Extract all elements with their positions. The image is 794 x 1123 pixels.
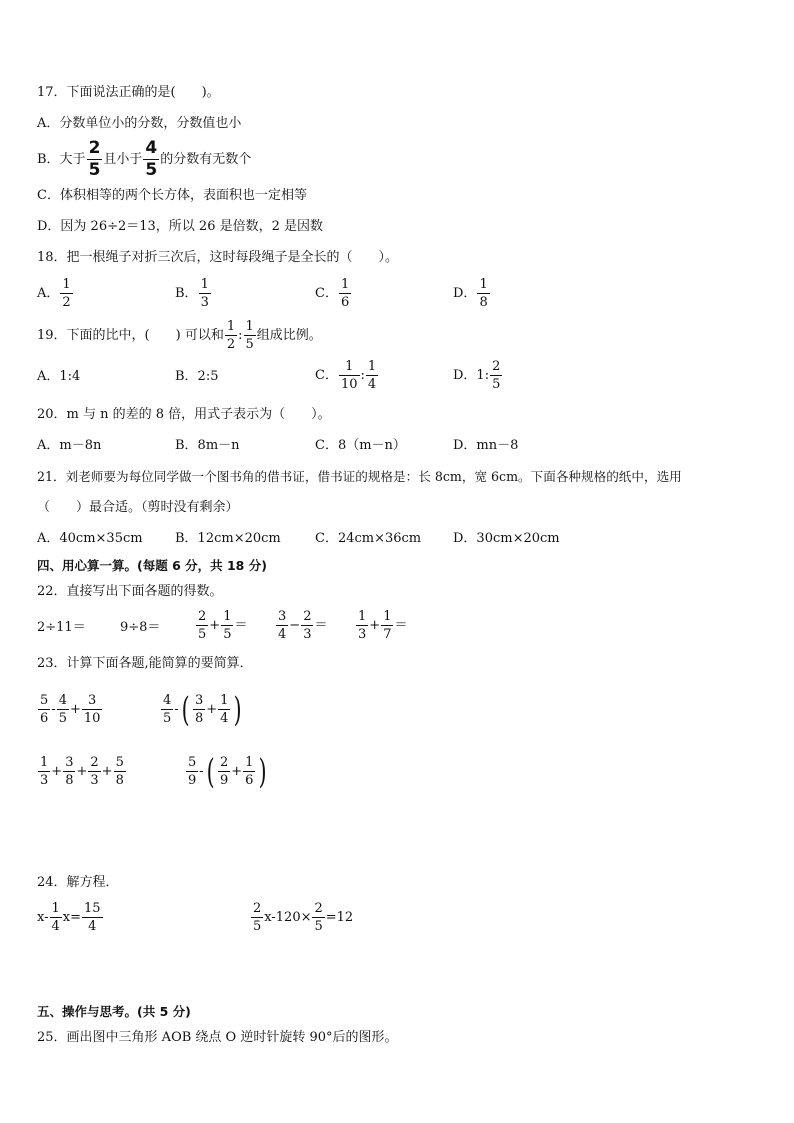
q23-problem-3: $\frac{1}{3}$ + $\frac{3}{8}$ + $\frac{2}{3}$ + $\frac{5}{8}$ bbox=[40, 755, 124, 788]
q17-option-a: A．分数单位小的分数，分数值也小 bbox=[37, 116, 242, 131]
q19-option-b: B．2:5 bbox=[175, 369, 219, 384]
q22-expr-5: $\frac{1}{3}$ + $\frac{1}{7}$ ＝ bbox=[358, 609, 408, 642]
q21-stem: 21．刘老师要为每位同学做一个图书角的借书证，借书证的规格是：长 8cm，宽 6cm。下面各种规格的纸中，选用 bbox=[37, 469, 682, 484]
q17-b-fraction-1: $\frac{2}{5}$ bbox=[88, 138, 101, 180]
q23-problem-4: $\frac{5}{9}$ -( $\frac{2}{9}$ + $\frac{1}{6}$ ) bbox=[188, 751, 268, 792]
q21-option-d: D．30cm×20cm bbox=[453, 531, 560, 546]
q22-expr-2: 9÷8＝ bbox=[120, 620, 161, 635]
q19-option-c: C． $\frac{1}{10}$ : $\frac{1}{4}$ bbox=[315, 359, 377, 392]
q22-expr-4: $\frac{3}{4}$ − $\frac{2}{3}$ ＝ bbox=[278, 609, 328, 642]
q17-b-mid: 且小于 bbox=[103, 152, 143, 167]
left-paren: ( bbox=[181, 689, 190, 730]
q19-stem: 19．下面的比中，( ) 可以和 $\frac{1}{2}$ : $\frac{1}{5}$ 组成比例。 bbox=[37, 319, 322, 352]
q18-option-d: D． $\frac{1}{8}$ bbox=[453, 277, 488, 310]
q24-stem: 24．解方程． bbox=[37, 875, 119, 890]
q20-option-b: B．8m－n bbox=[175, 438, 240, 453]
q21-option-a: A．40cm×35cm bbox=[37, 531, 143, 546]
q22-expr-1: 2÷11＝ bbox=[37, 620, 86, 635]
q20-option-a: A．m－8n bbox=[37, 438, 102, 453]
q20-option-c: C．8（m－n） bbox=[315, 438, 406, 453]
q21-stem-continued: （ ）最合适。（剪时没有剩余） bbox=[37, 500, 239, 515]
q24-equation-1: x- $\frac{1}{4}$ x= $\frac{15}{4}$ bbox=[37, 901, 101, 934]
q23-stem: 23．计算下面各题,能简算的要简算． bbox=[37, 656, 253, 671]
q17-option-c: C．体积相等的两个长方体，表面积也一定相等 bbox=[37, 188, 307, 203]
q19-ratio-second: $\frac{1}{5}$ bbox=[245, 319, 254, 352]
section-4-heading: 四、用心算一算。(每题 6 分，共 18 分) bbox=[37, 558, 267, 573]
q24-equation-2: $\frac{2}{5}$ x-120× $\frac{2}{5}$ =12 bbox=[253, 901, 354, 934]
q18-option-c: C． $\frac{1}{6}$ bbox=[315, 277, 350, 310]
section-5-heading: 五、操作与思考。(共 5 分) bbox=[37, 1004, 191, 1019]
q20-stem: 20．m 与 n 的差的 8 倍，用式子表示为（ ）。 bbox=[37, 407, 331, 422]
q25-stem: 25．画出图中三角形 AOB 绕点 O 逆时针旋转 90°后的图形。 bbox=[37, 1030, 398, 1045]
right-paren: ) bbox=[259, 751, 268, 792]
q18-stem: 18．把一根绳子对折三次后，这时每段绳子是全长的（ ）。 bbox=[37, 250, 399, 265]
q19-option-d: D．1: $\frac{2}{5}$ bbox=[453, 359, 501, 392]
q21-option-c: C．24cm×36cm bbox=[315, 531, 422, 546]
q23-problem-2: $\frac{4}{5}$ -( $\frac{3}{8}$ + $\frac{1}{4}$ ) bbox=[163, 689, 243, 730]
q19-option-a: A．1:4 bbox=[37, 369, 81, 384]
q17-stem: 17．下面说法正确的是( )。 bbox=[37, 85, 220, 100]
q17-b-suffix: 的分数有无数个 bbox=[160, 152, 252, 167]
q17-b-prefix: B．大于 bbox=[37, 152, 86, 167]
q21-option-b: B．12cm×20cm bbox=[175, 531, 281, 546]
q20-option-d: D．mn－8 bbox=[453, 438, 519, 453]
q22-stem: 22．直接写出下面各题的得数。 bbox=[37, 584, 223, 599]
q18-option-b: B． $\frac{1}{3}$ bbox=[175, 277, 209, 310]
left-paren: ( bbox=[206, 751, 215, 792]
q17-option-b bbox=[37, 140, 251, 179]
q18-option-a: A． $\frac{1}{2}$ bbox=[37, 277, 71, 310]
q23-problem-1: $\frac{5}{6}$ - $\frac{4}{5}$ + $\frac{3}{10}$ bbox=[40, 693, 101, 726]
q17-option-d: D．因为 26÷2＝13，所以 26 是倍数，2 是因数 bbox=[37, 219, 324, 234]
q17-b-fraction-2: $\frac{4}{5}$ bbox=[145, 138, 158, 180]
right-paren: ) bbox=[234, 689, 243, 730]
q19-ratio-first: $\frac{1}{2}$ bbox=[226, 319, 236, 352]
q22-expr-3: $\frac{2}{5}$ + $\frac{1}{5}$ ＝ bbox=[198, 609, 248, 642]
